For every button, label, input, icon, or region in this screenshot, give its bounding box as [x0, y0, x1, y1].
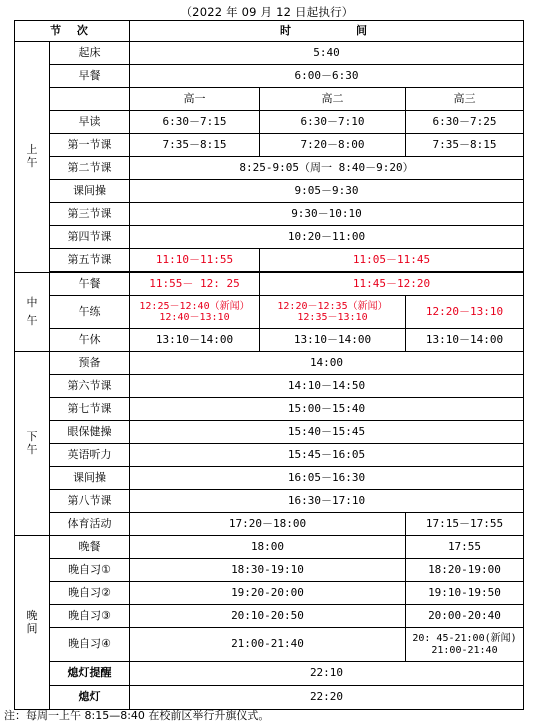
row-label: 英语听力 [50, 444, 130, 467]
row-label: 第一节课 [50, 134, 130, 157]
time-cell: 16:05－16:30 [130, 467, 524, 490]
row-label: 晚自习① [50, 559, 130, 582]
table-row [15, 249, 524, 272]
grade-header-blank [50, 88, 130, 111]
row-label: 第六节课 [50, 375, 130, 398]
time-cell-g12: 18:30-19:10 [130, 559, 406, 582]
time-cell: 15:40－15:45 [130, 421, 524, 444]
row-label: 早读 [50, 111, 130, 134]
row-label: 体育活动 [50, 513, 130, 536]
time-cell: 16:30－17:10 [130, 490, 524, 513]
table-row [15, 467, 524, 490]
table-row [15, 329, 524, 352]
time-cell-g1: 13:10－14:00 [130, 329, 260, 352]
time-cell: 10:20－11:00 [130, 226, 524, 249]
table-row [15, 273, 524, 296]
section-afternoon: 下 午 [15, 352, 50, 536]
time-cell-g3: 12:20－13:10 [406, 296, 524, 329]
row-label: 第三节课 [50, 203, 130, 226]
time-cell: 9:05－9:30 [130, 180, 524, 203]
section-noon: 中 午 [15, 273, 50, 352]
time-cell-g3: 17:55 [406, 536, 524, 559]
table-row [15, 628, 524, 662]
table-row [15, 203, 524, 226]
time-cell-g12: 20:10-20:50 [130, 605, 406, 628]
time-cell-g3: 18:20-19:00 [406, 559, 524, 582]
time-cell-g1: 12:25－12:40（新闻） 12:40－13:10 [130, 296, 260, 329]
table-row [15, 444, 524, 467]
row-label: 午休 [50, 329, 130, 352]
table-row [15, 662, 524, 686]
time-cell-g12: 17:20－18:00 [130, 513, 406, 536]
time-cell: 9:30－10:10 [130, 203, 524, 226]
time-cell-g3: 20:00-20:40 [406, 605, 524, 628]
table-row [15, 421, 524, 444]
time-cell: 5:40 [130, 42, 524, 65]
table-row [15, 296, 524, 329]
time-cell-g12: 19:20-20:00 [130, 582, 406, 605]
time-cell-g3: 19:10-19:50 [406, 582, 524, 605]
table-row [15, 582, 524, 605]
row-label: 起床 [50, 42, 130, 65]
grade-header-3: 高三 [406, 88, 524, 111]
time-cell-g1: 7:35－8:15 [130, 134, 260, 157]
row-label: 早餐 [50, 65, 130, 88]
table-row [15, 398, 524, 421]
row-label: 晚自习② [50, 582, 130, 605]
section-morning: 上 午 [15, 42, 50, 273]
time-cell: 15:00－15:40 [130, 398, 524, 421]
time-cell-g2: 7:20－8:00 [260, 134, 406, 157]
schedule-caption: （2022 年 09 月 12 日起执行） [180, 5, 354, 19]
table-row [15, 65, 524, 88]
row-label: 熄灯 [50, 686, 130, 710]
section-evening: 晚 间 [15, 536, 50, 710]
time-cell-g1: 11:55－ 12: 25 [130, 273, 260, 296]
schedule-table [14, 20, 524, 710]
row-label: 课间操 [50, 180, 130, 203]
row-label: 晚自习③ [50, 605, 130, 628]
row-label: 第五节课 [50, 249, 130, 272]
time-cell-g23: 11:45－12:20 [260, 273, 524, 296]
time-cell: 22:10 [130, 662, 524, 686]
table-row [15, 375, 524, 398]
table-row [15, 559, 524, 582]
table-row [15, 134, 524, 157]
table-row [15, 180, 524, 203]
time-cell: 15:45－16:05 [130, 444, 524, 467]
row-label: 晚自习④ [50, 628, 130, 662]
time-cell-g12: 21:00-21:40 [130, 628, 406, 662]
time-cell-g2: 6:30－7:10 [260, 111, 406, 134]
row-label: 第八节课 [50, 490, 130, 513]
table-row [15, 513, 524, 536]
row-label: 眼保健操 [50, 421, 130, 444]
time-cell-g1: 6:30－7:15 [130, 111, 260, 134]
row-label: 第七节课 [50, 398, 130, 421]
footnote: 注：每周一上午 8:15—8:40 在校前区举行升旗仪式。 [4, 709, 270, 722]
row-label: 熄灯提醒 [50, 662, 130, 686]
row-label: 第二节课 [50, 157, 130, 180]
time-cell-g2: 12:20－12:35（新闻） 12:35－13:10 [260, 296, 406, 329]
time-cell-g23: 11:05－11:45 [260, 249, 524, 272]
time-cell-g3: 17:15－17:55 [406, 513, 524, 536]
row-label: 午练 [50, 296, 130, 329]
time-cell-g3: 13:10－14:00 [406, 329, 524, 352]
time-cell-g2: 13:10－14:00 [260, 329, 406, 352]
header-time: 时 间 [130, 21, 524, 42]
row-label: 预备 [50, 352, 130, 375]
time-cell: 14:00 [130, 352, 524, 375]
table-row [15, 490, 524, 513]
grade-header-row [15, 88, 524, 111]
time-cell: 22:20 [130, 686, 524, 710]
table-row [15, 536, 524, 559]
table-row [15, 226, 524, 249]
time-cell-g12: 18:00 [130, 536, 406, 559]
time-cell-g3: 7:35－8:15 [406, 134, 524, 157]
header-row [15, 21, 524, 42]
header-period: 节 次 [15, 21, 130, 42]
table-row [15, 352, 524, 375]
row-label: 课间操 [50, 467, 130, 490]
time-cell: 8:25-9:05（周一 8:40－9:20） [130, 157, 524, 180]
time-cell-g3: 6:30－7:25 [406, 111, 524, 134]
grade-header-2: 高二 [260, 88, 406, 111]
time-cell-g3: 20: 45-21:00(新闻) 21:00-21:40 [406, 628, 524, 662]
time-cell: 6:00－6:30 [130, 65, 524, 88]
row-label: 午餐 [50, 273, 130, 296]
table-row [15, 686, 524, 710]
table-row [15, 42, 524, 65]
time-cell-g1: 11:10－11:55 [130, 249, 260, 272]
row-label: 晚餐 [50, 536, 130, 559]
row-label: 第四节课 [50, 226, 130, 249]
table-row [15, 605, 524, 628]
table-row [15, 157, 524, 180]
table-row [15, 111, 524, 134]
grade-header-1: 高一 [130, 88, 260, 111]
time-cell: 14:10－14:50 [130, 375, 524, 398]
